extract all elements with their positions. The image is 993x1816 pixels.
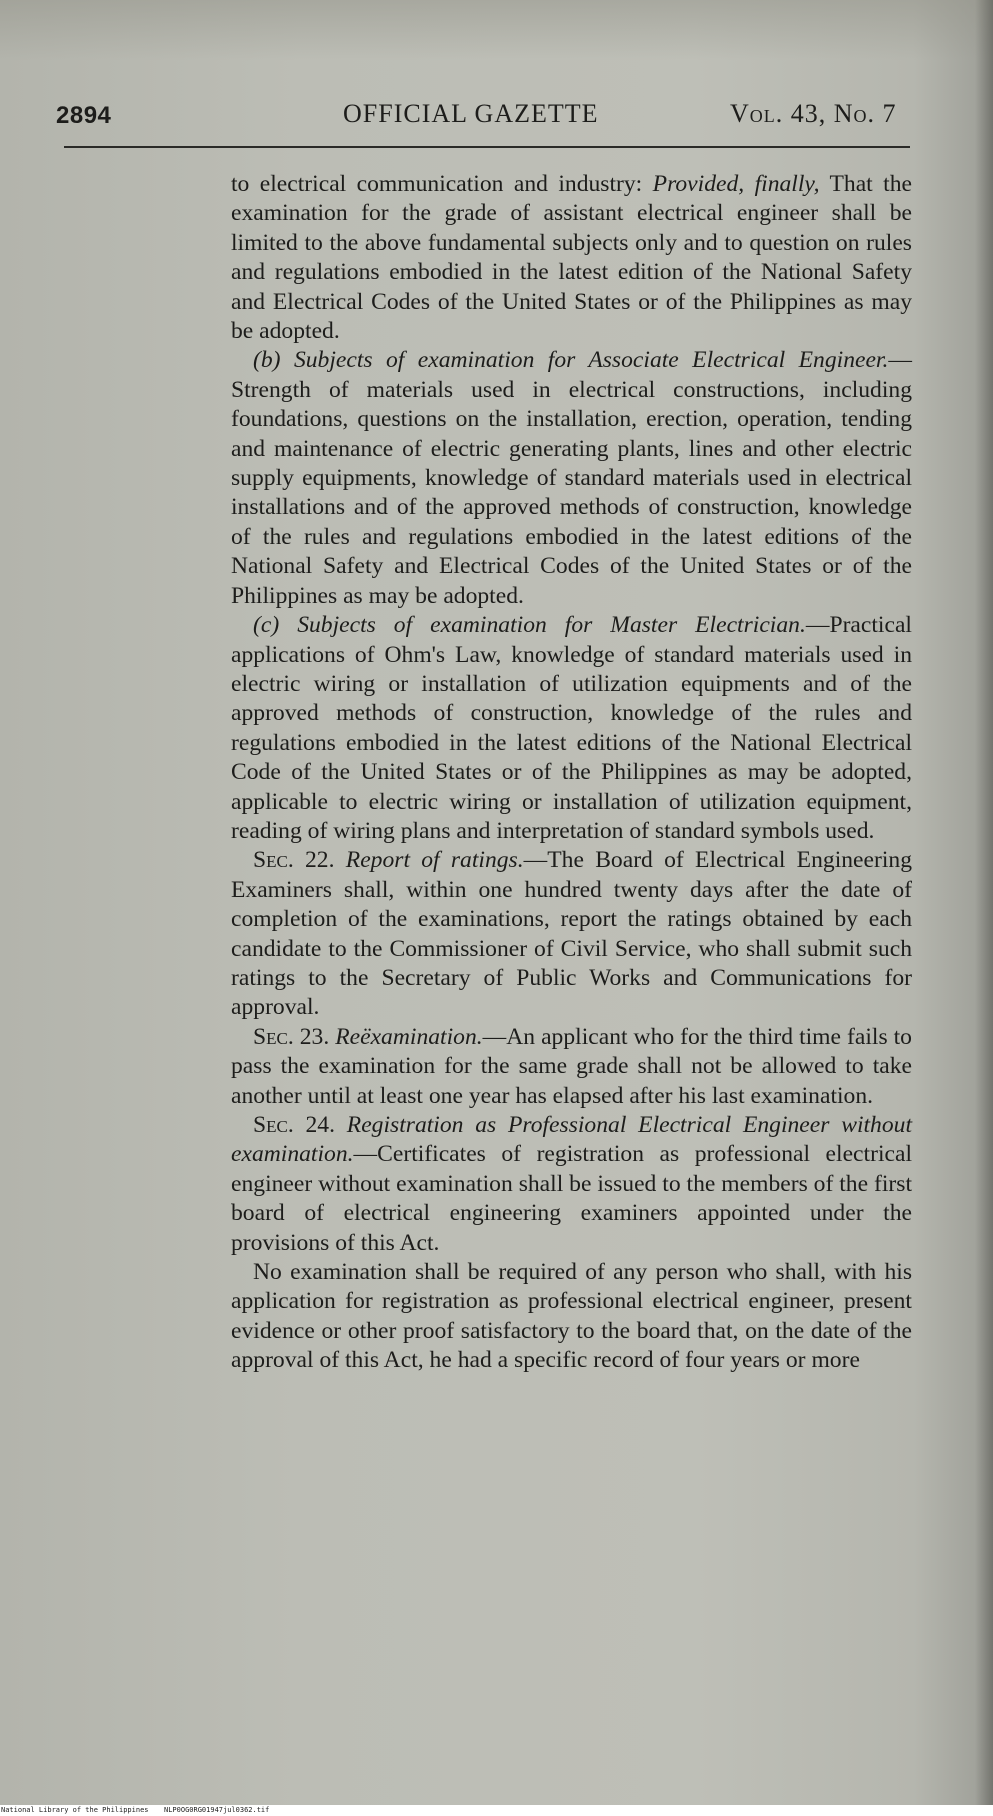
section-heading: Reëxamination. xyxy=(335,1023,483,1050)
section-heading: Report of ratings. xyxy=(345,847,524,874)
paragraph-continuation: to electrical communication and industry: Provided, finally, That the examination for the grade of assistant electrical engineer shall be limited to the above fundamental subjects only and to question on rules and regulations embodied in the latest edition of the National Safety and Electrical Codes of the United States or of the Philippines as may be adopted. xyxy=(231,171,912,345)
section-number: Sec. 24. xyxy=(253,1112,336,1138)
page-shadow-top xyxy=(0,0,993,60)
file-id: NLP0OG0RG01947jul0362.tif xyxy=(164,1806,270,1814)
section-24: Sec. 24. Registration as Professional Electrical Engineer without examination.—Certificates of registration as professional electrical engineer without examination shall be issued to the members of the first board of electrical engineering examiners appointed under the provisions of this Act. xyxy=(231,1112,912,1256)
section-number: Sec. 22. xyxy=(253,847,335,874)
clause-label: (c) xyxy=(253,612,280,639)
library-credit: National Library of the Philippines xyxy=(1,1806,149,1814)
clause-heading: Subjects of examination for Master Electrician. xyxy=(297,612,806,639)
section-22: Sec. 22. Report of ratings.—The Board of Electrical Engineering Examiners shall, within one hundred twenty days after the date of completion of the examinations, report the ratings obtained by each candidate to the Commissioner of Civil Service, who shall submit such ratings to the Secretary of Public Works and Communications for approval. xyxy=(231,847,912,1021)
scan-footer xyxy=(0,1805,993,1816)
clause-heading: Subjects of examination for Associate Electrical Engineer. xyxy=(293,347,889,374)
running-header xyxy=(0,96,993,132)
publication-title: OFFICIAL GAZETTE xyxy=(343,99,599,128)
paragraph-c: (c) Subjects of examination for Master Electrician.—Practical applications of Ohm's Law, knowledge of standard materials used in electric wiring or installation of utilization equipments and of the approved methods of construction, knowledge of the rules and regulations embodied in the latest editions of the National Electrical Code of the United States or of the Philippines as may be adopted, applicable to electric wiring or installation of utilization equipment, reading of wiring plans and interpretation of standard symbols used. xyxy=(231,612,912,844)
volume-issue: Vol. 43, No. 7 xyxy=(730,99,897,128)
body-text xyxy=(231,170,912,1376)
page-shadow-right xyxy=(975,0,993,1816)
proviso-italic: Provided, finally, xyxy=(652,171,820,197)
section-23: Sec. 23. Reëxamination.—An applicant who for the third time fails to pass the examination for the same grade shall not be allowed to take another until at least one year has elapsed after his last examination. xyxy=(231,1023,912,1109)
page-number: 2894 xyxy=(56,102,112,129)
clause-label: (b) xyxy=(253,347,281,374)
section-number: Sec. 23. xyxy=(253,1023,330,1050)
header-rule xyxy=(64,146,910,148)
paragraph-b: (b) Subjects of examination for Associate Electrical Engineer.—Strength of materials used in electrical constructions, including foundations, questions on the installation, erection, operation, tending and maintenance of electric generating plants, lines and other electric supply equipments, knowledge of standard materials used in electrical installations and of the approved methods of construction, knowledge of the rules and regulations embodied in the latest editions of the National Safety and Electrical Codes of the United States or of the Philippines as may be adopted. xyxy=(231,347,912,609)
section-heading: Registration as Professional Electrical Engineer without examination. xyxy=(231,1112,912,1168)
paragraph-final: No examination shall be required of any person who shall, with his application for registration as professional electrical engineer, present evidence or other proof satisfactory to the board that, on the date of the approval of this Act, he had a specific record of four years or more xyxy=(231,1259,912,1374)
